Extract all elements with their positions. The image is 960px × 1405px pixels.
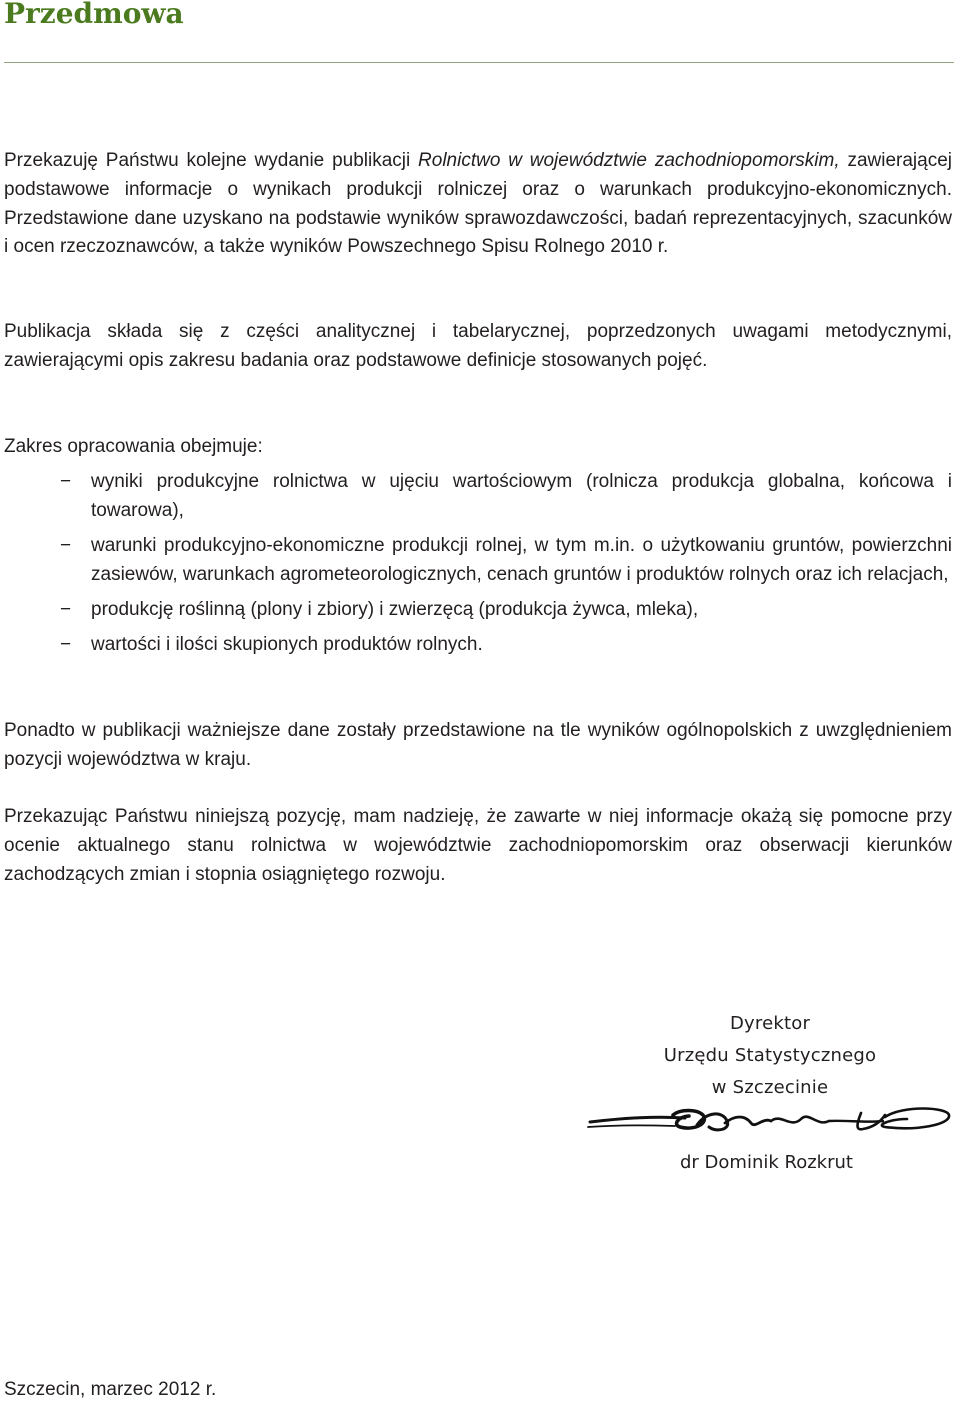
intro-text-start: Przekazuję Państwu kolejne wydanie publikacji <box>4 150 419 171</box>
dash-bullet: − <box>60 471 72 492</box>
closing-paragraph: Przekazując Państwu niniejszą pozycję, mam nadzieję, że zawarte w niej informacje okażą się pomocne przy ocenie aktualnego stanu rolnictwa w województwie zachodniopomorskim oraz obserwacji kierunków zachodzących zmian i stopnia osiągniętego rozwoju. <box>4 806 952 885</box>
dash-bullet: − <box>60 599 72 621</box>
signature-block <box>650 1008 890 1104</box>
dash-bullet: − <box>60 634 72 656</box>
signer-city: w Szczecinie <box>711 1077 829 1098</box>
list-item-text: wartości i ilości skupionych produktów rolnych. <box>91 634 483 656</box>
list-item <box>4 631 952 660</box>
handwritten-signature <box>585 1103 955 1143</box>
intro-paragraph <box>4 147 952 262</box>
intro-text-end: zawierającej podstawowe informacje o wynikach produkcji rolniczej oraz o warunkach produkcyjno-ekonomicznych. Przedstawione dane uzyskano na podstawie wyników sprawozdawczości, badań reprezentacyjnych, szacunków i ocen rzeczoznawców, a także wyników Powszechnego Spisu Rolnego 2010 r. <box>4 150 952 258</box>
list-item <box>4 596 952 625</box>
list-item-text: produkcję roślinną (plony i zbiory) i zwierzęcą (produkcja żywca, mleka), <box>91 599 699 621</box>
page-title: Przedmowa <box>4 0 184 30</box>
title-divider <box>4 62 954 63</box>
publication-title: Rolnictwo w województwie zachodniopomorskim, <box>418 150 840 171</box>
signer-office: Urzędu Statystycznego <box>663 1045 877 1066</box>
dash-bullet: − <box>60 535 72 557</box>
list-item <box>4 468 952 526</box>
place-and-date: Szczecin, marzec 2012 r. <box>4 1379 217 1400</box>
signer-title: Dyrektor <box>729 1013 811 1034</box>
signer-name: dr Dominik Rozkrut <box>680 1152 853 1173</box>
list-item-text: wyniki produkcyjne rolnictwa w ujęciu wartościowym (rolnicza produkcja globalna, końcowa i towarowa), <box>91 471 952 521</box>
scope-list <box>4 468 952 667</box>
scope-heading: Zakres opracowania obejmuje: <box>4 436 263 457</box>
national-context-paragraph: Ponadto w publikacji ważniejsze dane zostały przedstawione na tle wyników ogólnopolskich z uwzględnieniem pozycji województwa w kraju. <box>4 720 952 770</box>
list-item-text: warunki produkcyjno-ekonomiczne produkcji rolnej, w tym m.in. o użytkowaniu gruntów, powierzchni zasiewów, warunkach agrometeorologicznych, cenach gruntów i produktów rolnych oraz ich relacjach, <box>91 535 952 585</box>
list-item <box>4 532 952 590</box>
structure-paragraph: Publikacja składa się z części analitycznej i tabelarycznej, poprzedzonych uwagami metodycznymi, zawierającymi opis zakresu badania oraz podstawowe definicje stosowanych pojęć. <box>4 321 952 371</box>
